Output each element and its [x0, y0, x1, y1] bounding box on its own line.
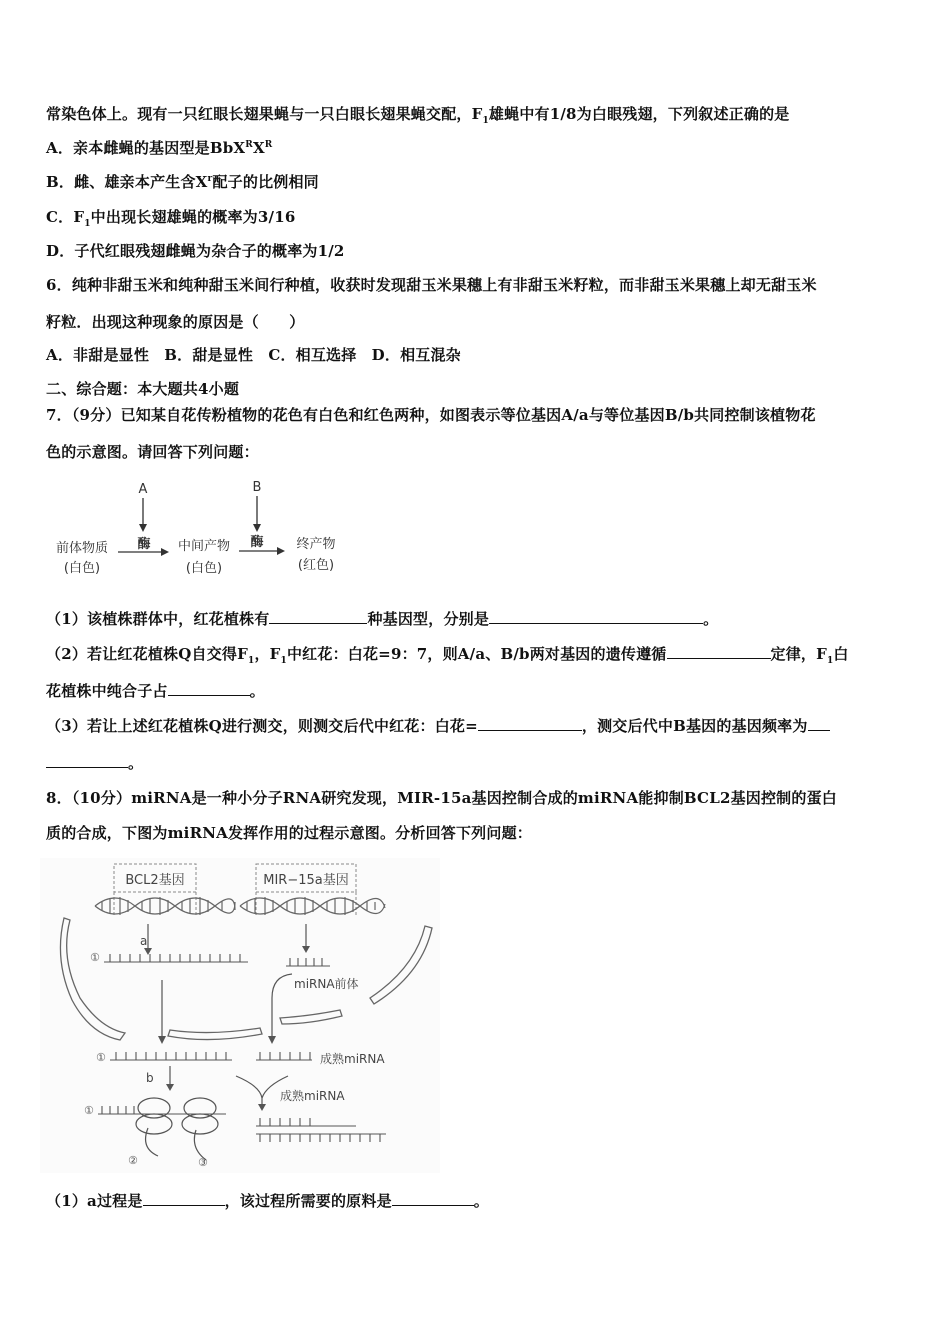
process-b-label: b	[146, 1071, 154, 1085]
gene-b-label: B	[252, 480, 262, 495]
gene-a-label: A	[138, 482, 148, 497]
intermediate-color: (白色)	[185, 561, 223, 576]
q8-part1-blank2[interactable]	[392, 1191, 474, 1206]
q7-part2-sub2: 1	[280, 656, 287, 666]
q6-line2	[46, 311, 304, 332]
q7-part3-line2-text: 。	[128, 754, 144, 772]
q8-part1	[46, 1190, 489, 1211]
q5-option-a-sup2: R	[264, 140, 273, 150]
mrna1-marker: ①	[90, 951, 100, 964]
q5-option-a	[46, 137, 272, 158]
precursor-name: 前体物质	[55, 541, 109, 556]
q6-line1-text: 6．纯种非甜玉米和纯种甜玉米间行种植，收获时发现甜玉米果穗上有非甜玉米籽粒，而非甜玉米果穗上却无甜玉米	[46, 276, 817, 294]
mirna-process-diagram	[40, 858, 440, 1173]
q7-part3	[46, 715, 830, 736]
q7-part1-blank2[interactable]	[489, 609, 703, 624]
q6-line1	[46, 274, 817, 295]
mrna3-marker: ①	[84, 1104, 94, 1117]
q8-part1-text-b: ，该过程所需要的原料是	[224, 1192, 392, 1210]
q5-option-b-text-b: 配子的比例相同	[212, 173, 319, 191]
q5-option-b-text-a: B．雌、雄亲本产生含X	[46, 173, 208, 191]
gene-b-arrowhead	[253, 524, 261, 532]
flower-color-pathway-diagram	[46, 476, 356, 581]
q8-part1-text-a: （1）a过程是	[46, 1192, 143, 1210]
q8-line1-text: 8．（10分）miRNA是一种小分子RNA研究发现，MIR-15a基因控制合成的miRNA能抑制BCL2基因控制的蛋白	[46, 789, 837, 807]
q5-option-a-text: A．亲本雌蝇的基因型是BbX	[46, 139, 246, 157]
mrna2-marker: ①	[96, 1051, 106, 1064]
q5-stem	[46, 103, 789, 126]
q7-part2-blank1[interactable]	[667, 644, 771, 659]
q5-option-c-text-a: C．F	[46, 208, 85, 226]
q5-option-c	[46, 206, 295, 229]
q7-part3-text-a: （3）若让上述红花植株Q进行测交，则测交后代中红花：白花=	[46, 717, 478, 735]
q7-part1	[46, 608, 718, 629]
mature-mirna-label-1: 成熟miRNA	[320, 1052, 385, 1066]
gene-a-arrowhead	[139, 524, 147, 532]
precursor-color: (白色)	[63, 561, 101, 576]
q8-part1-text-c: 。	[473, 1192, 489, 1210]
q6-line2-text: 籽粒．出现这种现象的原因是（ ）	[46, 313, 305, 331]
q7-part1-blank1[interactable]	[269, 609, 367, 624]
q7-part2-line2-text-a: 花植株中纯合子占	[46, 682, 168, 700]
q7-part3-blank2-start[interactable]	[808, 716, 830, 731]
q7-part3-blank1[interactable]	[478, 716, 582, 731]
intermediate-name: 中间产物	[177, 539, 231, 554]
q7-line2-text: 色的示意图。请回答下列问题：	[46, 443, 259, 461]
final-product-name: 终产物	[296, 537, 336, 552]
bcl2-gene-label: BCL2基因	[125, 873, 185, 888]
q7-line1	[46, 404, 816, 425]
q6-options-text: A．非甜是显性 B．甜是显性 C．相互选择 D．相互混杂	[46, 346, 461, 364]
q7-part3-text-b: ，测交后代中B基因的基因频率为	[581, 717, 808, 735]
q5-option-d	[46, 240, 345, 261]
q5-option-a-sup1: R	[245, 140, 253, 150]
q5-stem-sub: 1	[482, 116, 489, 126]
q7-line1-text: 7．（9分）已知某自花传粉植物的花色有白色和红色两种，如图表示等位基因A/a与等位基因B/b共同控制该植物花	[46, 406, 816, 424]
q7-part1-text-c: 。	[703, 610, 719, 628]
q8-line2-text: 质的合成，下图为miRNA发挥作用的过程示意图。分析回答下列问题：	[46, 824, 532, 842]
q7-part2-text-d: 定律，F	[770, 645, 827, 663]
q7-part2-text-e: 白	[833, 645, 849, 663]
reaction-arrowhead-1	[161, 548, 169, 556]
mir15a-gene-label: MIR−15a基因	[263, 873, 349, 888]
peptide-marker-2: ②	[128, 1154, 138, 1167]
q6-options	[46, 344, 461, 365]
q7-part1-text-a: （1）该植株群体中，红花植株有	[46, 610, 270, 628]
q5-stem-text-a: 常染色体上。现有一只红眼长翅果蝇与一只白眼长翅果蝇交配，F	[46, 105, 483, 123]
q5-stem-text-b: 雄蝇中有1/8为白眼残翅，下列叙述正确的是	[488, 105, 790, 123]
q7-part2-sub1: 1	[247, 656, 255, 666]
q8-line1	[46, 787, 837, 808]
q7-part2-text-c: 中红花：白花=9：7，则A/a、B/b两对基因的遗传遵循	[286, 645, 667, 663]
q7-part2-text-b: ，F	[254, 645, 281, 663]
q7-part2-line2-text-b: 。	[249, 682, 265, 700]
enzyme1-label: 酶	[137, 537, 151, 552]
q7-part3-line2	[46, 752, 143, 773]
q5-option-c-text-b: 中出现长翅雄蝇的概率为3/16	[90, 208, 296, 226]
mirna-precursor-label: miRNA前体	[294, 977, 359, 991]
section-header-text: 二、综合题：本大题共4小题	[46, 380, 240, 398]
q7-part2	[46, 643, 849, 666]
q7-part1-text-b: 种基因型，分别是	[367, 610, 490, 628]
section-header	[46, 378, 239, 399]
q7-part2-sub3: 1	[826, 656, 834, 666]
mature-mirna-label-2: 成熟miRNA	[280, 1089, 345, 1103]
q7-part2-blank2[interactable]	[168, 681, 250, 696]
process-a-label: a	[140, 934, 148, 948]
q5-option-b	[46, 171, 319, 192]
q7-part2-text-a: （2）若让红花植株Q自交得F	[46, 645, 248, 663]
final-product-color: (红色)	[297, 558, 335, 573]
q7-part2-line2	[46, 680, 265, 701]
enzyme2-label: 酶	[250, 535, 264, 550]
q5-option-c-sub: 1	[84, 219, 91, 229]
q7-line2	[46, 441, 259, 462]
reaction-arrowhead-2	[277, 547, 285, 555]
peptide-marker-3: ③	[198, 1156, 208, 1169]
q5-option-d-text: D．子代红眼残翅雌蝇为杂合子的概率为1/2	[46, 242, 345, 260]
q5-option-a-mid: X	[252, 139, 265, 157]
q5-option-b-sup: r	[207, 174, 213, 184]
q8-part1-blank1[interactable]	[143, 1191, 225, 1206]
q8-line2	[46, 822, 532, 843]
q7-part3-blank2-end[interactable]	[46, 753, 128, 768]
